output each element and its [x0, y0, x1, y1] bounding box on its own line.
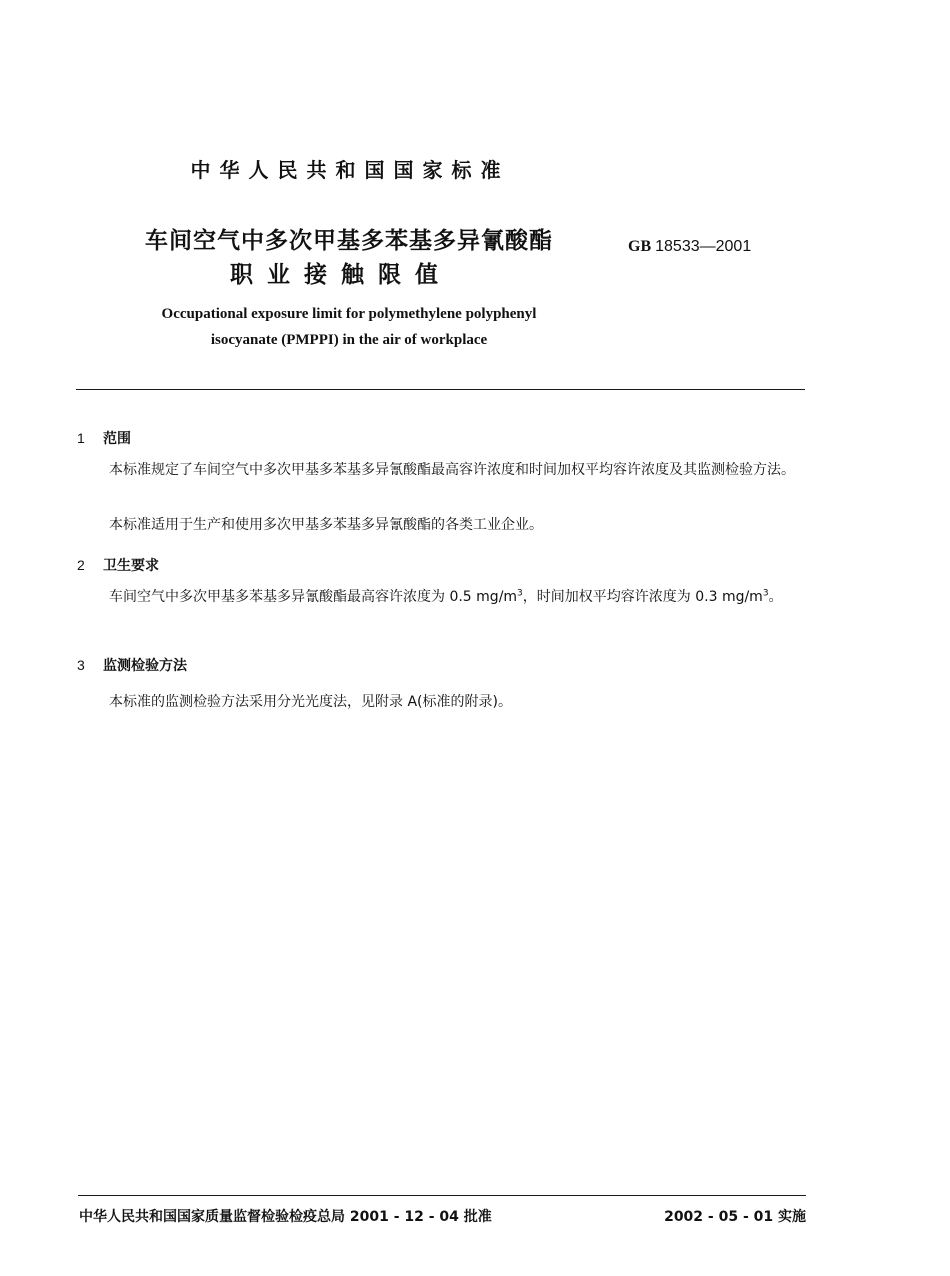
paragraph-text-b: ，时间加权平均容许浓度为 0.3 mg/m [522, 589, 763, 605]
section-number: 3 [77, 657, 85, 673]
standard-code: 18533—2001 [655, 238, 752, 255]
section-1-paragraph-1 [77, 456, 807, 484]
superscript: 3 [517, 588, 523, 599]
footer-divider [78, 1195, 806, 1196]
superscript: 3 [762, 588, 769, 599]
section-title: 卫生要求 [103, 558, 159, 574]
document-title-line2: 职业接触限值 [230, 262, 452, 288]
implementation-date: 2002 - 05 - 01 实施 [664, 1209, 806, 1225]
english-title-line1: Occupational exposure limit for polymethylene polyphenyl [161, 306, 537, 322]
paragraph-text-c: 。 [768, 589, 783, 605]
section-title: 范围 [103, 431, 131, 447]
section-number: 1 [77, 430, 85, 446]
issuer-approval: 中华人民共和国国家质量监督检验检疫总局 2001 - 12 - 04 批准 [79, 1209, 492, 1225]
english-title-line2: isocyanate (PMPPI) in the air of workplace [210, 332, 488, 348]
standard-prefix: GB [628, 238, 652, 255]
paragraph-text: 本标准规定了车间空气中多次甲基多苯基多异氰酸酯最高容许浓度和时间加权平均容许浓度及其监测检验方法。 [109, 462, 795, 478]
section-2-heading [77, 555, 159, 575]
document-title-line1: 车间空气中多次甲基多苯基多异氰酸酯 [145, 228, 553, 254]
paragraph-text-a: 车间空气中多次甲基多苯基多异氰酸酯最高容许浓度为 0.5 mg/m [109, 589, 518, 605]
section-1-paragraph-2: 本标准适用于生产和使用多次甲基多苯基多异氰酸酯的各类工业企业。 [109, 517, 543, 533]
section-number: 2 [77, 557, 85, 573]
section-2-paragraph-1 [77, 583, 807, 611]
header-divider [76, 389, 805, 390]
section-3-paragraph-1: 本标准的监测检验方法采用分光光度法，见附录 A(标准的附录)。 [109, 694, 512, 710]
section-3-heading [77, 655, 187, 675]
standard-number [628, 238, 751, 256]
section-1-heading [77, 428, 131, 448]
national-standard-heading: 中华人民共和国国家标准 [190, 158, 510, 182]
section-title: 监测检验方法 [103, 658, 187, 674]
